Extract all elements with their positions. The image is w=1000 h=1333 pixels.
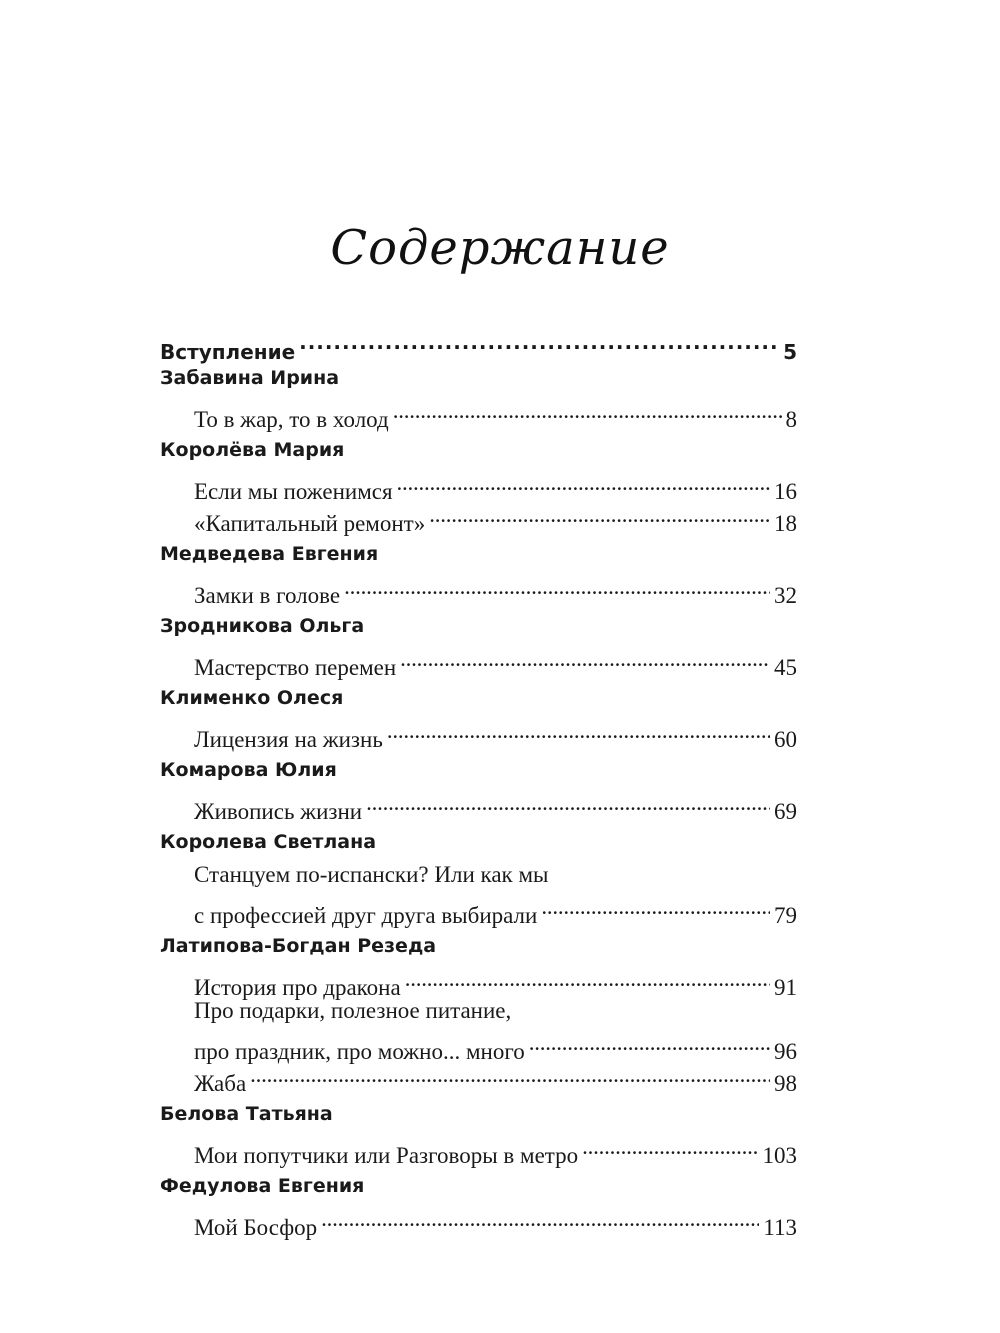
dot-leader [393, 395, 782, 427]
toc-author-name: Королева Светлана [160, 831, 377, 853]
toc-entry [160, 643, 797, 680]
toc-author-name: Медведева Евгения [160, 543, 379, 565]
dot-leader [405, 963, 770, 995]
toc-entry [160, 1203, 797, 1240]
toc-entry-title: Если мы поженимся [194, 479, 393, 504]
toc-entry [160, 715, 797, 752]
toc-entry-intro [160, 326, 797, 364]
toc-author [160, 607, 797, 643]
toc-author-name: Федулова Евгения [160, 1175, 365, 1197]
dot-leader [582, 1131, 758, 1163]
toc-entry-label: Вступление [160, 340, 296, 364]
toc-entry-title: Мои попутчики или Разговоры в метро [194, 1143, 579, 1168]
toc-page-number: 98 [774, 1071, 797, 1096]
toc-page-number: 5 [783, 340, 797, 364]
page-title: Содержание [330, 220, 670, 276]
toc-entry-title: Живопись жизни [194, 799, 363, 824]
dot-leader [529, 1027, 770, 1059]
toc-entry [160, 1027, 797, 1064]
dot-leader [299, 326, 779, 359]
toc-author-name: Комарова Юлия [160, 759, 337, 781]
toc-entry-title: То в жар, то в холод [194, 407, 389, 432]
toc-page-number: 45 [774, 655, 797, 680]
dot-leader [321, 1203, 759, 1235]
toc-entry [160, 1059, 797, 1096]
toc-page-number: 18 [774, 511, 797, 536]
toc-entry-title: «Капитальный ремонт» [194, 511, 426, 536]
toc-author-name: Белова Татьяна [160, 1103, 333, 1125]
toc-page-number: 91 [774, 975, 797, 1000]
toc-entry-title: Жаба [194, 1071, 247, 1096]
toc-entry-title: Лицензия на жизнь [194, 727, 383, 752]
dot-leader [387, 715, 770, 747]
toc-page-number: 103 [762, 1143, 797, 1168]
toc-entry-title: Мастерство перемен [194, 655, 397, 680]
toc-entry [160, 787, 797, 824]
toc-entry [160, 1131, 797, 1168]
toc-page-number: 16 [774, 479, 797, 504]
table-of-contents [160, 326, 797, 1240]
dot-leader [541, 891, 770, 923]
toc-author [160, 431, 797, 467]
toc-entry-title: про праздник, про можно... много [194, 1039, 525, 1064]
toc-author-name: Королёва Мария [160, 439, 345, 461]
toc-author [160, 823, 797, 859]
dot-leader [366, 787, 770, 819]
toc-entry-title: Мой Босфор [194, 1215, 318, 1240]
toc-page-number: 60 [774, 727, 797, 752]
dot-leader [429, 499, 770, 531]
toc-author [160, 927, 797, 963]
toc-page-number: 96 [774, 1039, 797, 1064]
toc-page-number: 79 [774, 903, 797, 928]
toc-author [160, 535, 797, 571]
toc-entry-title: с профессией друг друга выбирали [194, 903, 538, 928]
toc-author [160, 751, 797, 787]
dot-leader [400, 643, 770, 675]
toc-entry-title: Станцуем по-испански? Или как мы [194, 862, 549, 887]
toc-page-number: 113 [763, 1215, 797, 1240]
toc-entry [160, 859, 797, 891]
toc-entry-title: Про подарки, полезное питание, [194, 998, 512, 1023]
toc-entry-title: История про дракона [194, 975, 401, 1000]
dot-leader [397, 467, 770, 499]
toc-author [160, 1095, 797, 1131]
toc-page-number: 69 [774, 799, 797, 824]
toc-author-name: Латипова-Богдан Резеда [160, 935, 437, 957]
toc-author-name: Клименко Олеся [160, 687, 344, 709]
toc-author [160, 679, 797, 715]
toc-entry [160, 467, 797, 504]
dot-leader [250, 1059, 770, 1091]
dot-leader [344, 571, 770, 603]
toc-entry [160, 395, 797, 432]
toc-author [160, 1167, 797, 1203]
toc-author-name: Зродникова Ольга [160, 615, 365, 637]
toc-page-number: 32 [774, 583, 797, 608]
toc-author-name: Забавина Ирина [160, 367, 340, 389]
toc-entry [160, 963, 797, 1000]
toc-page-number: 8 [785, 407, 797, 432]
toc-author [160, 359, 797, 395]
toc-entry [160, 891, 797, 928]
toc-entry [160, 995, 797, 1027]
toc-entry [160, 571, 797, 608]
toc-entry-title: Замки в голове [194, 583, 341, 608]
